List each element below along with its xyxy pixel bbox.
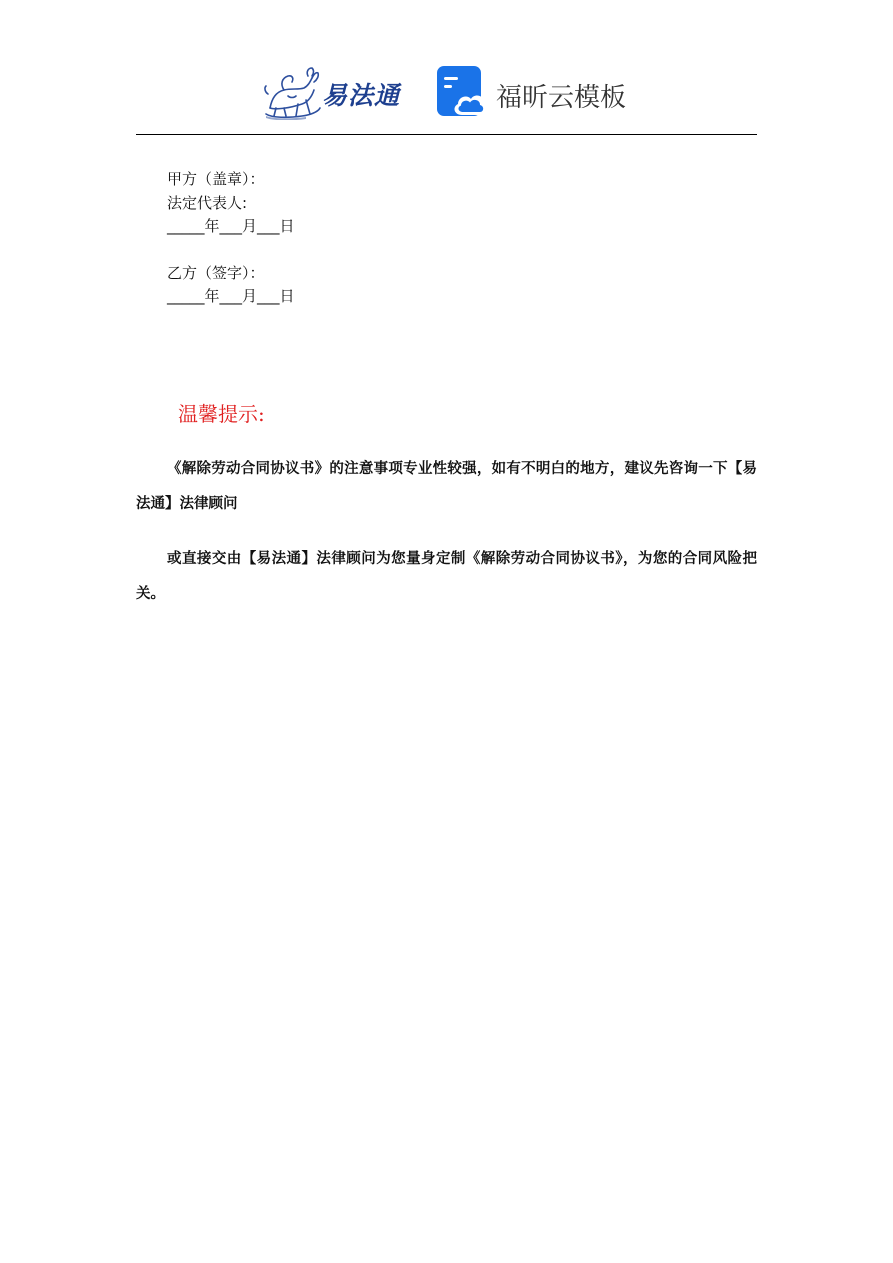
yifatong-name: 易法通 — [322, 81, 401, 110]
tips-paragraph-2: 或直接交由【易法通】法律顾问为您量身定制《解除劳动合同协议书》，为您的合同风险把关。 — [136, 550, 757, 602]
fuxin-logo — [436, 65, 646, 119]
spacer — [167, 239, 295, 262]
header-divider — [136, 134, 757, 135]
tips-paragraph-1: 《解除劳动合同协议书》的注意事项专业性较强，如有不明白的地方，建议先咨询一下【易法通】法律顾问 — [136, 460, 757, 512]
cloud-document-icon — [436, 65, 490, 119]
fuxin-name: 福昕云模板 — [496, 83, 627, 113]
party-b-label: 乙方（签字）： — [167, 263, 265, 282]
qilin-mascot-icon — [262, 64, 322, 120]
page-header — [0, 58, 893, 122]
legal-representative-label: 法定代表人: — [167, 193, 248, 212]
party-a-label: 甲方（盖章）： — [167, 170, 265, 188]
yifatong-logo — [262, 64, 412, 120]
party-a-date: _____年___月___日 — [167, 217, 295, 235]
party-b-date: _____年___月___日 — [167, 287, 295, 305]
signature-block — [167, 168, 295, 309]
tips-title: 温馨提示: — [178, 402, 265, 426]
